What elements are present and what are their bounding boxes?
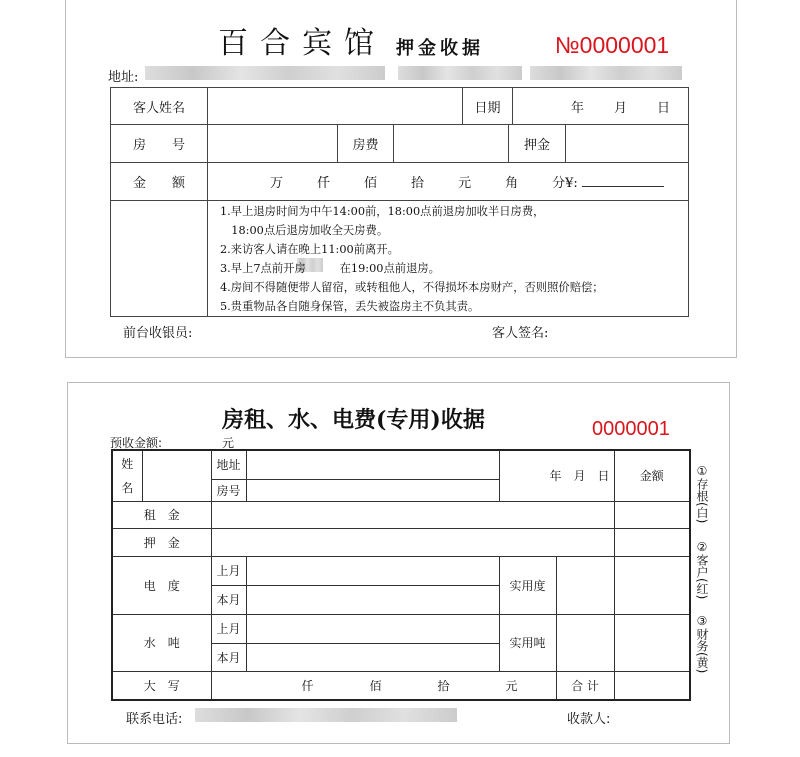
electricity-amount[interactable] <box>614 556 690 614</box>
deposit-label: 押金 <box>509 125 566 163</box>
water-label: 水 吨 <box>112 614 211 671</box>
date-field[interactable] <box>513 88 689 125</box>
utility-table <box>111 449 691 701</box>
name-field[interactable] <box>142 450 211 501</box>
guest-name-field[interactable] <box>208 88 463 125</box>
deposit-rules-row <box>110 200 689 317</box>
yen-amount-line[interactable] <box>582 186 664 187</box>
rent-label: 租 金 <box>112 501 211 528</box>
actual-kwh-field[interactable] <box>556 556 614 614</box>
date-field[interactable]: 年 月 日 <box>499 450 614 501</box>
receipt-title: 押金收据 <box>396 38 484 59</box>
guest-name-label: 客人姓名 <box>111 88 208 125</box>
room-no-label: 房 号 <box>111 125 208 163</box>
deposit-label: 押 金 <box>112 528 211 556</box>
electricity-last-field[interactable] <box>246 556 499 585</box>
water-this-field[interactable] <box>246 643 499 671</box>
room-no-field[interactable] <box>208 125 338 163</box>
address-label: 地址: <box>108 70 139 85</box>
room-label: 房号 <box>211 479 246 501</box>
month-label: 月 <box>613 100 627 116</box>
deposit-amount[interactable] <box>614 528 690 556</box>
copy-label-red: ②客户(红) <box>695 540 709 600</box>
electricity-label: 电 度 <box>112 556 211 614</box>
capital-label: 大 写 <box>112 671 211 700</box>
phone-blurred <box>195 708 457 722</box>
date-label: 日期 <box>463 88 513 125</box>
this-month-label: 本月 <box>211 643 246 671</box>
copy-label-white: ①存根(白) <box>695 464 709 524</box>
actual-ton-label: 实用吨 <box>499 614 556 671</box>
utility-title: 房租、水、电费(专用)收据 <box>222 407 485 433</box>
day-label: 日 <box>656 100 670 116</box>
address-blurred <box>398 66 522 80</box>
amount-header: 金额 <box>614 450 690 501</box>
copy-label-yellow: ③财务(黄) <box>695 614 709 674</box>
phone-label: 联系电话: <box>126 712 183 727</box>
total-field[interactable] <box>614 671 690 700</box>
last-month-label: 上月 <box>211 614 246 643</box>
deposit-field[interactable] <box>566 125 689 163</box>
water-last-field[interactable] <box>246 614 499 643</box>
rules-text: 1.早上退房时间为中午14:00前，18:00点前退房加收半日房费， 18:00点后退房加收全天房费。 2.来访客人请在晚上11:00前离开。 3.早上7点前开房 在19:00点前退房。 4.房间不得随便带人留宿，或转租他人，不得损坏本房财产，否则照价赔偿； 5.贵重物品各自随身保管，丢失被盗房主不负其责。 <box>208 201 689 317</box>
deposit-row-2 <box>110 124 689 163</box>
deposit-field[interactable] <box>211 528 614 556</box>
cashier-label: 前台收银员: <box>123 326 193 341</box>
utility-number: 0000001 <box>592 418 670 440</box>
deposit-row-1 <box>110 87 689 125</box>
deposit-row-3 <box>110 162 689 201</box>
address-label: 地址 <box>211 450 246 479</box>
prepaid-label: 预收金额: <box>110 436 163 450</box>
receipt-number: №0000001 <box>555 32 670 58</box>
rent-field[interactable] <box>211 501 614 528</box>
water-amount[interactable] <box>614 614 690 671</box>
total-label: 合 计 <box>556 671 614 700</box>
room-field[interactable] <box>246 479 499 501</box>
year-label: 年 <box>570 100 584 116</box>
amount-label: 金 额 <box>111 163 208 201</box>
payee-label: 收款人: <box>567 712 611 727</box>
room-fee-field[interactable] <box>394 125 509 163</box>
rent-amount[interactable] <box>614 501 690 528</box>
electricity-this-field[interactable] <box>246 585 499 614</box>
prepaid-unit: 元 <box>222 436 235 450</box>
actual-kwh-label: 实用度 <box>499 556 556 614</box>
address-blurred <box>145 66 385 80</box>
room-fee-label: 房费 <box>338 125 394 163</box>
actual-ton-field[interactable] <box>556 614 614 671</box>
capital-field[interactable]: 仟 佰 拾 元 <box>211 671 556 700</box>
address-field[interactable] <box>246 450 499 479</box>
last-month-label: 上月 <box>211 556 246 585</box>
this-month-label: 本月 <box>211 585 246 614</box>
amount-field[interactable]: 万 仟 佰 拾 元 角 分¥: <box>208 163 689 201</box>
address-blurred <box>530 66 682 80</box>
name-label: 姓 名 <box>112 450 142 501</box>
guest-signature-label: 客人签名: <box>492 326 549 341</box>
hotel-name: 百合宾馆 <box>218 26 386 61</box>
